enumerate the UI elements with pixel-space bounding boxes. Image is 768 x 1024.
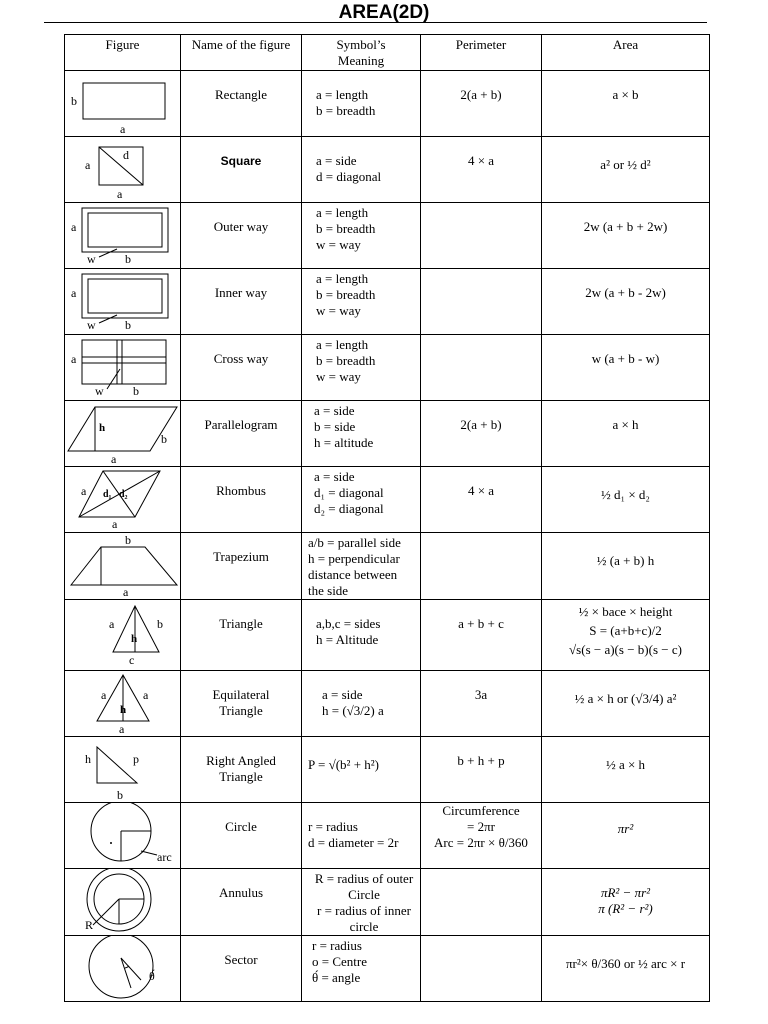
- page-title: AREA(2D): [338, 2, 430, 23]
- symbol-meaning: a = length b = breadth w = way: [316, 271, 376, 318]
- area-formula: ½ a × h: [605, 757, 646, 772]
- square-diagram: [65, 137, 180, 202]
- fig-label: c: [129, 653, 135, 667]
- perimeter-formula: [421, 203, 541, 219]
- equilateral-triangle-diagram: [65, 671, 180, 736]
- area-formula: ½ (a + b) h: [596, 553, 655, 568]
- figure-name: Sector: [224, 952, 258, 967]
- figure-name: Inner way: [214, 285, 268, 300]
- figure-outer-way: [65, 203, 181, 269]
- figure-name: Square: [220, 154, 262, 168]
- table-row: [65, 137, 710, 203]
- fig-label: d₂: [119, 489, 128, 500]
- symbol-meaning: a,b,c = sides h = Altitude: [316, 616, 381, 647]
- header-symbol: [302, 35, 421, 71]
- table-row: [65, 671, 710, 737]
- figure-inner-way: [65, 269, 181, 335]
- figure-right-triangle: [65, 737, 181, 803]
- fig-label: w: [95, 384, 104, 398]
- inner-way-diagram: [65, 269, 180, 334]
- symbol-meaning: a = side d₁ = diagonal d₂ = diagonal: [314, 469, 384, 516]
- figure-name: Annulus: [218, 885, 264, 900]
- perimeter-formula: 2(a + b): [460, 417, 502, 432]
- figure-annulus: [65, 869, 181, 936]
- table-row: [65, 269, 710, 335]
- perimeter-formula: [421, 533, 541, 549]
- rhombus-diagram: [65, 467, 180, 532]
- figure-square: [65, 137, 181, 203]
- header-area: Area: [542, 35, 710, 71]
- figure-name: Triangle: [219, 616, 263, 631]
- sector-diagram: [65, 936, 180, 1001]
- figure-name: Circle: [225, 819, 257, 834]
- symbol-meaning: r = radius o = Centre θ́ = angle: [312, 938, 367, 985]
- header-figure: Figure: [65, 35, 181, 71]
- figure-name: Rectangle: [215, 87, 267, 102]
- symbol-meaning: a = length b = breadth w = way: [316, 205, 376, 252]
- fig-label: a: [111, 452, 117, 466]
- fig-label: p: [133, 752, 139, 766]
- table-row: [65, 335, 710, 401]
- fig-label: a: [119, 722, 125, 736]
- fig-label: a: [123, 585, 129, 598]
- figure-circle: [65, 803, 181, 869]
- area-formula: πR² − πr² π (R² − r²): [598, 885, 653, 916]
- symbol-meaning: a = side b = side h = altitude: [314, 403, 374, 450]
- perimeter-formula: 3a: [474, 687, 488, 702]
- fig-label: a: [71, 220, 77, 234]
- area-formula: 2w (a + b - 2w): [585, 285, 666, 300]
- triangle-diagram: [65, 600, 180, 670]
- figure-equilateral-triangle: [65, 671, 181, 737]
- fig-label: a: [101, 688, 107, 702]
- fig-label: h: [131, 633, 138, 645]
- fig-label: h: [85, 752, 91, 766]
- symbol-meaning: R = radius of outer Circle r = radius of inner circle: [314, 871, 414, 934]
- perimeter-formula: 4 × a: [467, 153, 495, 168]
- right-triangle-diagram: [65, 737, 180, 802]
- figure-trapezium: [65, 533, 181, 600]
- table-row: [65, 467, 710, 533]
- fig-label: b: [161, 432, 167, 446]
- table-row: [65, 869, 710, 936]
- fig-label: a: [71, 352, 77, 366]
- table-row: [65, 533, 710, 600]
- area-formula: 2w (a + b + 2w): [583, 219, 668, 234]
- fig-label: w: [87, 318, 96, 332]
- area-formula-table: [64, 34, 710, 1002]
- table-row: [65, 803, 710, 869]
- perimeter-formula: 4 × a: [467, 483, 495, 498]
- perimeter-formula: a + b + c: [458, 616, 504, 631]
- symbol-meaning: a = length b = breadth w = way: [316, 337, 376, 384]
- rectangle-diagram: [65, 71, 180, 136]
- header-name: Name of the figure: [181, 35, 302, 71]
- perimeter-formula: [421, 869, 541, 885]
- symbol-meaning: a/b = parallel side h = perpendicular distance between the side: [308, 535, 401, 598]
- symbol-meaning: r = radius d = diameter = 2r: [308, 819, 399, 850]
- title-underline: [44, 22, 707, 23]
- table-row: [65, 600, 710, 671]
- header-row: [65, 35, 710, 71]
- fig-label: w: [87, 252, 96, 266]
- cross-way-diagram: [65, 335, 180, 400]
- fig-label: θ́: [149, 969, 155, 983]
- fig-label: b: [125, 318, 131, 332]
- figure-name: Parallelogram: [204, 417, 278, 432]
- outer-way-diagram: [65, 203, 180, 268]
- perimeter-formula: b + h + p: [457, 753, 505, 768]
- figure-name: Rhombus: [216, 483, 266, 498]
- symbol-meaning: a = side h = (√3/2) a: [322, 687, 384, 718]
- header-perimeter: Perimeter: [421, 35, 542, 71]
- perimeter-formula: [421, 936, 541, 952]
- area-formula: a × b: [612, 87, 639, 102]
- perimeter-formula: [421, 269, 541, 285]
- table-row: [65, 936, 710, 1002]
- figure-name: Equilateral Triangle: [212, 687, 270, 718]
- symbol-meaning: a = side d = diagonal: [316, 153, 382, 184]
- area-formula: a² or ½ d²: [600, 157, 651, 172]
- table-row: [65, 203, 710, 269]
- fig-label: b: [71, 94, 77, 108]
- figure-name: Outer way: [213, 219, 269, 234]
- fig-label: b: [125, 533, 131, 547]
- figure-name: Right Angled Triangle: [206, 753, 276, 784]
- symbol-meaning: a = length b = breadth: [316, 87, 376, 118]
- area-formula: a × h: [612, 417, 639, 432]
- symbol-meaning: P = √(b² + h²): [308, 757, 379, 772]
- perimeter-formula: 2(a + b): [460, 87, 502, 102]
- fig-label: h: [120, 704, 127, 716]
- fig-label: a: [117, 187, 123, 201]
- fig-label: R: [85, 918, 94, 932]
- figure-parallelogram: [65, 401, 181, 467]
- figure-rectangle: [65, 71, 181, 137]
- fig-label: a: [81, 484, 87, 498]
- area-formula: ½ a × h or (√3/4) a²: [574, 691, 677, 706]
- fig-label: a: [109, 617, 115, 631]
- fig-label: h: [99, 422, 106, 434]
- figure-name: Cross way: [213, 351, 269, 366]
- table-row: [65, 401, 710, 467]
- header-symbol-text: Symbol’s Meaning: [336, 37, 386, 68]
- figure-name: Trapezium: [213, 549, 269, 564]
- figure-cross-way: [65, 335, 181, 401]
- trapezium-diagram: [65, 533, 180, 598]
- fig-label: b: [117, 788, 123, 802]
- area-formula: w (a + b - w): [591, 351, 660, 366]
- circle-diagram: [65, 803, 180, 868]
- table-row: [65, 737, 710, 803]
- fig-label: a: [120, 122, 126, 136]
- figure-sector: [65, 936, 181, 1002]
- fig-label: a: [71, 286, 77, 300]
- fig-label: a: [85, 158, 91, 172]
- fig-label: b: [157, 617, 163, 631]
- parallelogram-diagram: [65, 401, 180, 466]
- fig-label: a: [143, 688, 149, 702]
- figure-rhombus: [65, 467, 181, 533]
- annulus-diagram: [65, 869, 180, 934]
- figure-triangle: [65, 600, 181, 671]
- perimeter-formula: [421, 335, 541, 351]
- perimeter-formula: Circumference = 2πr Arc = 2πr × θ/360: [434, 803, 528, 850]
- fig-label: a: [112, 517, 118, 531]
- fig-label: d₁: [103, 489, 112, 500]
- fig-label: b: [133, 384, 139, 398]
- fig-label: arc: [157, 850, 172, 864]
- area-formula: ½ × bace × height S = (a+b+c)/2 √s(s − a)(s − b)(s − c): [569, 604, 682, 657]
- fig-label: d: [123, 148, 129, 162]
- fig-label: b: [125, 252, 131, 266]
- area-formula: πr²× θ/360 or ½ arc × r: [565, 956, 686, 971]
- table-row: [65, 71, 710, 137]
- area-formula: ½ d₁ × d₂: [601, 487, 650, 502]
- area-formula: πr²: [617, 821, 634, 836]
